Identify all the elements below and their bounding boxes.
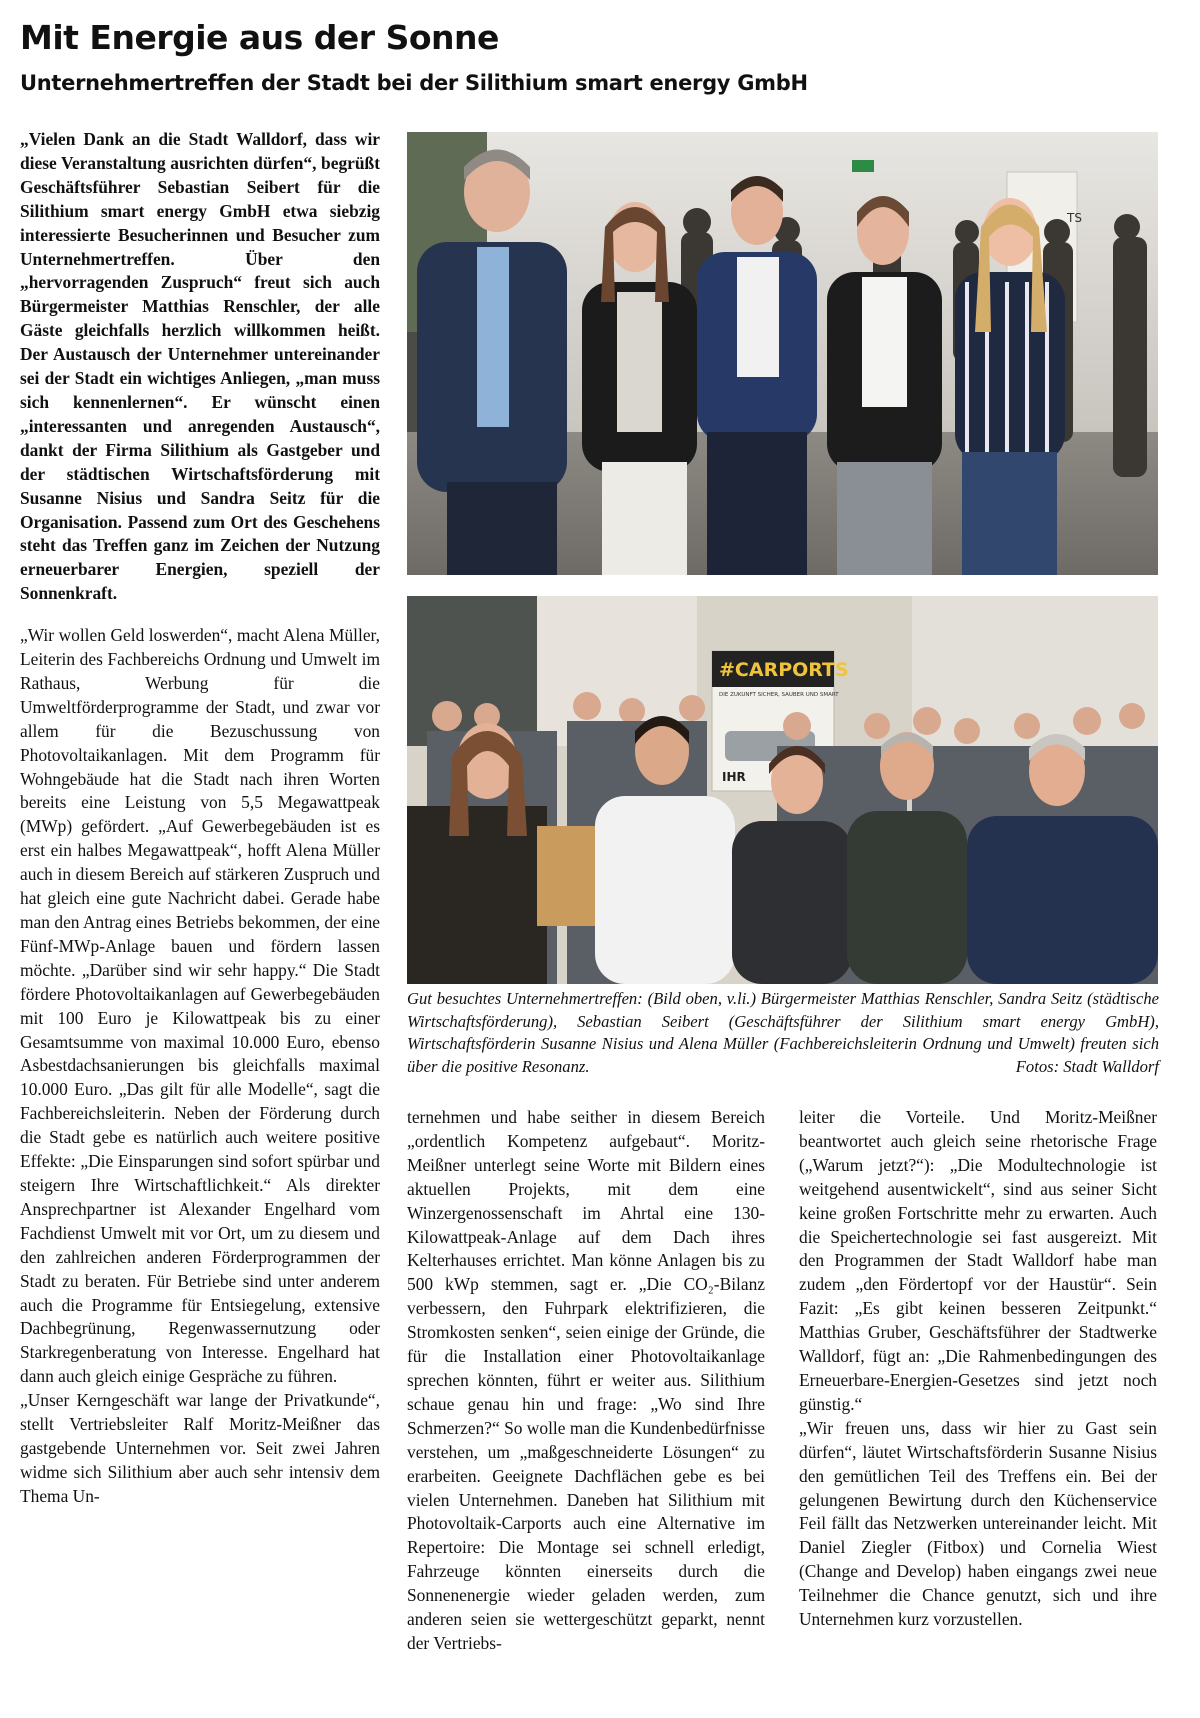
photo-audience bbox=[407, 596, 1158, 984]
caption-text: Gut besuchtes Unternehmertreffen: (Bild oben, v.li.) Bürgermeister Matthias Renschler, Sandra Seitz (städtische Wirtschaftsförderung), Sebastian Seibert (Geschäftsführer der Silithium smart energy GmbH), Wirtschaftsförderin Susanne Nisius und Alena Müller (Fachbereichsleiterin Ordnung und Umwelt) freuten sich über die positive Resonanz. bbox=[407, 989, 1159, 1076]
carports-banner-foot: IHR bbox=[722, 770, 746, 784]
carports-banner-title: #CARPORTS bbox=[719, 659, 849, 681]
article-subheadline: Unternehmertreffen der Stadt bei der Silithium smart energy GmbH bbox=[20, 71, 808, 95]
photo-credit: Fotos: Stadt Walldorf bbox=[1015, 1056, 1159, 1076]
carports-banner-subtitle: DIE ZUKUNFT SICHER, SAUBER UND SMART bbox=[719, 692, 839, 698]
article-lead: „Vielen Dank an die Stadt Walldorf, dass wir diese Veranstaltung ausrichten dürfen“, begrüßt Geschäftsführer Sebastian Seibert für die Silithium smart energy GmbH etwa siebzig interessierte Besucherinnen und Besucher zum Unternehmertreffen. Über den „hervorragenden Zuspruch“ freut sich auch Bürgermeister Matthias Renschler, der alle Gäste gleichfalls herzlich willkommen heißt. Der Austausch der Unternehmer untereinander sei der Stadt ein wichtiges Anliegen, „man muss sich kennenlernen“. Er wünscht einen „interessanten und anregenden Austausch“, dankt der Firma Silithium als Gastgeber und der städtischen Wirtschaftsförderung mit Susanne Nisius und Sandra Seitz für die Organisation. Passend zum Ort des Geschehens steht das Treffen ganz im Zeichen der Nutzung erneuerbarer Energien, speziell der Sonnenkraft. bbox=[20, 129, 380, 604]
column-3 bbox=[799, 1106, 1157, 1632]
column-3-paragraph: leiter die Vorteile. Und Moritz-Meißner beantwortet auch gleich seine rhetorische Frage („Warum jetzt?“): „Die Modultechnologie ist weitgehend ausentwickelt“, sind aus seiner Sicht keine großen Fortschritte mehr zu erwarten. Auch die Speichertechnologie sei fast ausgereizt. Mit den Programmen der Stadt Walldorf habe man zudem „den Fördertopf vor der Haustür“. Sein Fazit: „Es gibt keinen besseren Zeitpunkt.“ Matthias Gruber, Geschäftsführer der Stadtwerke Walldorf, fügt an: „Die Rahmenbedingungen des Erneuerbare-Energien-Gesetzes sind jetzt noch günstig.“ bbox=[799, 1107, 1157, 1414]
column-1-paragraph-2: „Unser Kerngeschäft war lange der Privatkunde“, stellt Vertriebsleiter Ralf Moritz-Meißner das gastgebende Unternehmen vor. Seit zwei Jahren widme sich Silithium aber auch sehr intensiv dem Thema Un- bbox=[20, 1390, 380, 1506]
column-1 bbox=[20, 128, 380, 1509]
top-photo-sign: TS bbox=[1067, 211, 1082, 225]
photo-group-portrait bbox=[407, 132, 1158, 575]
article-headline: Mit Energie aus der Sonne bbox=[20, 18, 499, 57]
column-2-paragraph: ternehmen und habe seither in diesem Bereich „ordentlich Kompetenz aufgebaut“. Moritz-Meißner unterlegt seine Worte mit Bildern eines aktuellen Projekts, mit dem eine Winzergenossenschaft im Ahrtal eine 130-Kilowattpeak-Anlage auf dem Dach ihres Kelterhauses errichtet. Man könne Anlagen bis zu 500 kWp stemmen, sagt er. „Die CO₂-Bilanz verbessern, den Fuhrpark elektrifizieren, die Stromkosten senken“, seien einige der Gründe, die für die Installation einer Photovoltaikanlage sprechen könnten, führt er weiter aus. Silithium schaue genau hin und frage: „Wo sind Ihre Schmerzen?“ So wolle man die Kundenbedürfnisse verstehen, um „maßgeschneiderte Lösungen“ zu erarbeiten. Geeignete Dachflächen gebe es bei vielen Unternehmen. Daneben hat Silithium mit Photovoltaik-Carports auch eine Alternative im Repertoire: Die Montage sei schnell erledigt, Fahrzeuge könnten einerseits durch die Sonnenenergie wieder geladen werden, zum anderen seien sie wettergeschützt geparkt, nennt der Vertriebs- bbox=[407, 1107, 765, 1653]
column-1-paragraph: „Wir wollen Geld loswerden“, macht Alena Müller, Leiterin des Fachbereichs Ordnung und Umwelt im Rathaus, Werbung für die Umweltförderprogramme der Stadt, und zwar vor allem für die Bezuschussung von Photovoltaikanlagen. Mit dem Programm für Wohngebäude hat die Stadt nach ihren Worten bereits eine Leistung von 5,5 Megawattpeak (MWp) gefördert. „Auf Gewerbegebäuden ist es erst ein halbes Megawattpeak“, hofft Alena Müller auch in diesem Bereich auf stärkeren Zuspruch und hat gleich eine gute Nachricht dabei. Gerade habe man den Antrag eines Betriebs bekommen, der eine Fünf-MWp-Anlage bauen und fördern lassen möchte. „Darüber sind wir sehr happy.“ Die Stadt fördere Photovoltaikanlagen auf Gewerbegebäuden mit 100 Euro je Kilowattpeak bis zu einer Gesamtsumme von maximal 10.000 Euro, ebenso Asbestdachsanierungen bis gleichfalls maximal 10.000 Euro. „Das gilt für alle Modelle“, sagt die Fachbereichsleiterin. Neben der Förderung durch die Stadt gebe es natürlich auch weitere positive Effekte: „Die Einsparungen sind sofort spürbar und steigern Ihre Wirtschaftlichkeit.“ Als direkter Ansprechpartner ist Alexander Engelhard vom Fachdienst Umwelt mit vor Ort, um zu diesem und den zahlreichen anderen Förderprogrammen der Stadt zu beraten. Für Betriebe sind unter anderem auch die Programme für Entsiegelung, extensive Dachbegrünung, Regenwassernutzung oder Starkregenberatung von Interesse. Engelhard hat dann auch gleich einige Gespräche zu führen. bbox=[20, 625, 380, 1387]
column-3-paragraph-2: „Wir freuen uns, dass wir hier zu Gast sein dürfen“, läutet Wirtschaftsförderin Susanne Nisius den gemütlichen Teil des Treffens ein. Bei der gelungenen Bewirtung durch den Küchenservice Feil fällt das Netzwerken untereinander leicht. Mit Daniel Ziegler (Fitbox) und Cornelia Wiest (Change and Develop) haben eingangs zwei neue Teilnehmer die Chance genutzt, sich und ihre Unternehmen kurz vorzustellen. bbox=[799, 1417, 1157, 1630]
column-2 bbox=[407, 1106, 765, 1656]
photo-caption bbox=[407, 988, 1159, 1078]
